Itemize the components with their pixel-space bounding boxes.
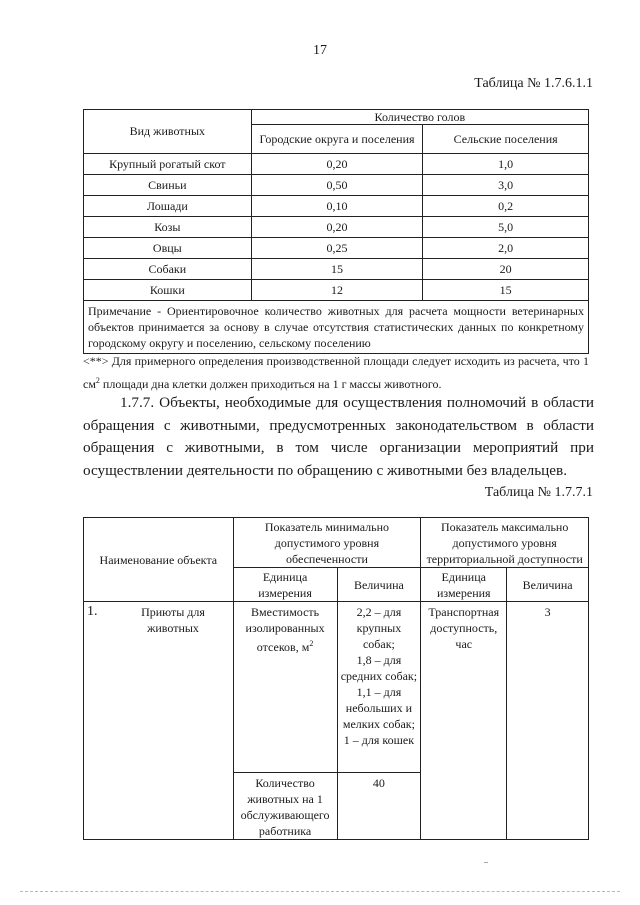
- header-min-level: Показатель минимально допустимого уровня обеспеченности: [233, 518, 421, 568]
- unit-cell-2: Количество животных на 1 обслуживающего работника: [233, 773, 337, 840]
- table-row: [84, 175, 589, 196]
- footnote-superscript: 2: [95, 376, 100, 385]
- animal-cell: Козы: [84, 217, 252, 238]
- rural-cell: 3,0: [423, 175, 589, 196]
- row-number: 1.: [87, 604, 98, 619]
- object-name: Приюты для животных: [141, 605, 205, 635]
- animal-cell: Собаки: [84, 259, 252, 280]
- table2-caption: Таблица № 1.7.7.1: [484, 485, 593, 500]
- facilities-table: [83, 517, 589, 840]
- rural-cell: 5,0: [423, 217, 589, 238]
- rural-cell: 15: [423, 280, 589, 301]
- table-row: [84, 154, 589, 175]
- max-value-cell: 3: [507, 602, 589, 840]
- table-row: [84, 259, 589, 280]
- urban-cell: 15: [251, 259, 423, 280]
- animal-cell: Овцы: [84, 238, 252, 259]
- value-line: 1,8 – для средних собак;: [340, 653, 418, 683]
- header-object-name: Наименование объекта: [84, 518, 234, 602]
- value-cell: [337, 602, 421, 773]
- urban-cell: 0,25: [251, 238, 423, 259]
- animal-cell: Лошади: [84, 196, 252, 217]
- footnote-text-1: <**> Для примерного определения производственной площади следует исходить из расчета, что 1 см: [83, 354, 589, 391]
- footnote-text-2: площади дна клетки должен приходиться на 1 г массы животного.: [99, 377, 442, 391]
- header-unit: Единица измерения: [233, 568, 337, 602]
- value-line: 1,1 – для небольших и мелких собак;: [342, 685, 415, 731]
- scan-artifact-line: [20, 891, 620, 894]
- header-value: Величина: [337, 568, 421, 602]
- page-number: 17: [313, 43, 327, 58]
- urban-cell: 0,10: [251, 196, 423, 217]
- header-head-count: Количество голов: [251, 110, 588, 125]
- table-row: [84, 238, 589, 259]
- header-value-2: Величина: [507, 568, 589, 602]
- table1-note: Примечание - Ориентировочное количество животных для расчета мощности ветеринарных объектов принимается за основу в случае отсутствия статистических данных по конкретному городскому округу и поселению, сельскому поселению: [84, 301, 589, 354]
- rural-cell: 2,0: [423, 238, 589, 259]
- table-row: [84, 280, 589, 301]
- rural-cell: 0,2: [423, 196, 589, 217]
- header-max-level: Показатель максимально допустимого уровня территориальной доступности: [421, 518, 589, 568]
- value-cell-2: 40: [337, 773, 421, 840]
- value-line: 2,2 – для крупных собак;: [356, 605, 402, 651]
- value-line: 1 – для кошек: [343, 733, 415, 747]
- urban-cell: 0,20: [251, 154, 423, 175]
- animal-cell: Крупный рогатый скот: [84, 154, 252, 175]
- max-unit-cell: Транспортная доступность, час: [421, 602, 507, 840]
- footnote: [83, 352, 589, 394]
- table-row: [84, 602, 589, 773]
- section-paragraph: 1.7.7. Объекты, необходимые для осуществления полномочий в области обращения с животными, предусмотренных законодательством в области обращения с животными, в том числе организации мероприятий при осуществлении деятельности по обращению с животными без владельцев.: [83, 394, 594, 479]
- rural-cell: 20: [423, 259, 589, 280]
- header-rural: Сельские поселения: [423, 125, 589, 154]
- urban-cell: 0,20: [251, 217, 423, 238]
- object-cell: [84, 602, 234, 840]
- table-row: [84, 196, 589, 217]
- unit-text: Вместимость изолированных отсеков, м: [245, 605, 325, 654]
- unit-cell: [233, 602, 337, 773]
- header-animal-type: Вид животных: [84, 110, 252, 154]
- animal-cell: Свиньи: [84, 175, 252, 196]
- scan-mark: [484, 862, 488, 863]
- table1-caption: Таблица № 1.7.6.1.1: [474, 76, 593, 91]
- unit-superscript: 2: [309, 639, 314, 648]
- table-row: [84, 217, 589, 238]
- rural-cell: 1,0: [423, 154, 589, 175]
- animal-cell: Кошки: [84, 280, 252, 301]
- header-unit-2: Единица измерения: [421, 568, 507, 602]
- urban-cell: 0,50: [251, 175, 423, 196]
- animal-count-table: [83, 109, 589, 354]
- urban-cell: 12: [251, 280, 423, 301]
- header-urban: Городские округа и поселения: [251, 125, 423, 154]
